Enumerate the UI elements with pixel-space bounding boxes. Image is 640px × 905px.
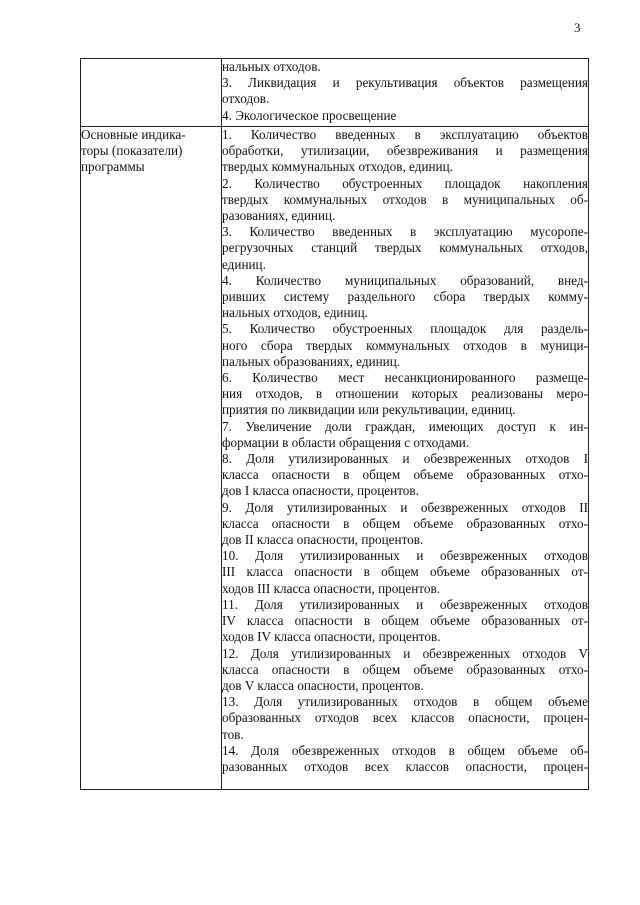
row-label-line: торы (показатели) <box>81 143 183 159</box>
content-line: нальных отходов, единиц. <box>222 305 368 321</box>
content-line: нальных отходов. <box>222 59 321 74</box>
content-line: 13. Доля утилизированных отходов в общем объеме <box>222 694 588 710</box>
content-line: твердых коммунальных отходов в муниципальных об- <box>222 191 588 207</box>
content-line: 14. Доля обезвреженных отходов в общем объеме об- <box>222 742 588 758</box>
program-passport-table <box>80 58 589 790</box>
content-line: тов. <box>222 726 244 742</box>
row-label-line: Основные индика- <box>81 127 186 142</box>
content-line: образованных отходов всех классов опасности, процен- <box>222 710 588 726</box>
content-line: пальных образованиях, единиц. <box>222 353 401 369</box>
content-line: разованных отходов всех классов опасности, процен- <box>222 758 588 774</box>
content-line: 8. Доля утилизированных и обезвреженных отходов I <box>222 451 588 467</box>
content-line: отходов. <box>222 91 270 107</box>
content-line: ного сбора твердых коммунальных отходов в муници- <box>222 337 588 353</box>
page-number: 3 <box>574 20 581 35</box>
content-line: 12. Доля утилизированных и обезвреженных отходов V <box>222 645 588 661</box>
row-content-cell <box>222 127 589 790</box>
content-line: III класса опасности в общем объеме образованных от- <box>222 564 588 580</box>
content-line: 3. Количество введенных в эксплуатацию мусоропе- <box>222 224 588 240</box>
content-line: 1. Количество введенных в эксплуатацию объектов <box>222 127 588 142</box>
content-line: регрузочных станций твердых коммунальных отходов, <box>222 240 588 256</box>
content-line: ходов IV класса опасности, процентов. <box>222 629 441 645</box>
content-line: твердых коммунальных отходов, единиц. <box>222 159 453 175</box>
content-line: 9. Доля утилизированных и обезвреженных отходов II <box>222 499 588 515</box>
content-line: дов V класса опасности, процентов. <box>222 677 424 693</box>
content-line: обработки, утилизации, обезвреживания и размещения <box>222 143 588 159</box>
content-line: 5. Количество обустроенных площадок для раздель- <box>222 321 588 337</box>
content-line: ходов III класса опасности, процентов. <box>222 580 440 596</box>
table-row <box>81 59 589 127</box>
content-line: 10. Доля утилизированных и обезвреженных отходов <box>222 548 588 564</box>
content-line: 4. Экологическое просвещение <box>222 107 397 123</box>
content-line: 4. Количество муниципальных образований, внед- <box>222 272 588 288</box>
row-label-cell <box>81 59 222 127</box>
content-line: 6. Количество мест несанкционированного размеще- <box>222 370 588 386</box>
content-line: единиц. <box>222 256 266 272</box>
row-label-cell <box>81 127 222 790</box>
content-line: класса опасности в общем объеме образованных отхо- <box>222 661 588 677</box>
content-line: IV класса опасности в общем объеме образованных от- <box>222 613 588 629</box>
content-line: ния отходов, в отношении которых реализованы меро- <box>222 386 588 402</box>
content-line: класса опасности в общем объеме образованных отхо- <box>222 515 588 531</box>
row-content-cell <box>222 59 589 127</box>
row-label-line: программы <box>81 159 145 175</box>
content-line: 11. Доля утилизированных и обезвреженных отходов <box>222 596 588 612</box>
content-line: приятия по ликвидации или рекультивации, единиц. <box>222 402 516 418</box>
content-line: класса опасности в общем объеме образованных отхо- <box>222 467 588 483</box>
content-line: дов II класса опасности, процентов. <box>222 532 424 548</box>
table-row <box>81 127 589 790</box>
content-line: ривших систему раздельного сбора твердых комму- <box>222 289 588 305</box>
content-line: дов I класса опасности, процентов. <box>222 483 419 499</box>
content-line: разованиях, единиц. <box>222 208 336 224</box>
content-line: 2. Количество обустроенных площадок накопления <box>222 175 588 191</box>
content-line: 7. Увеличение доли граждан, имеющих доступ к ин- <box>222 418 588 434</box>
content-line: 3. Ликвидация и рекультивация объектов размещения <box>222 75 588 91</box>
content-line: формации в области обращения с отходами. <box>222 434 470 450</box>
